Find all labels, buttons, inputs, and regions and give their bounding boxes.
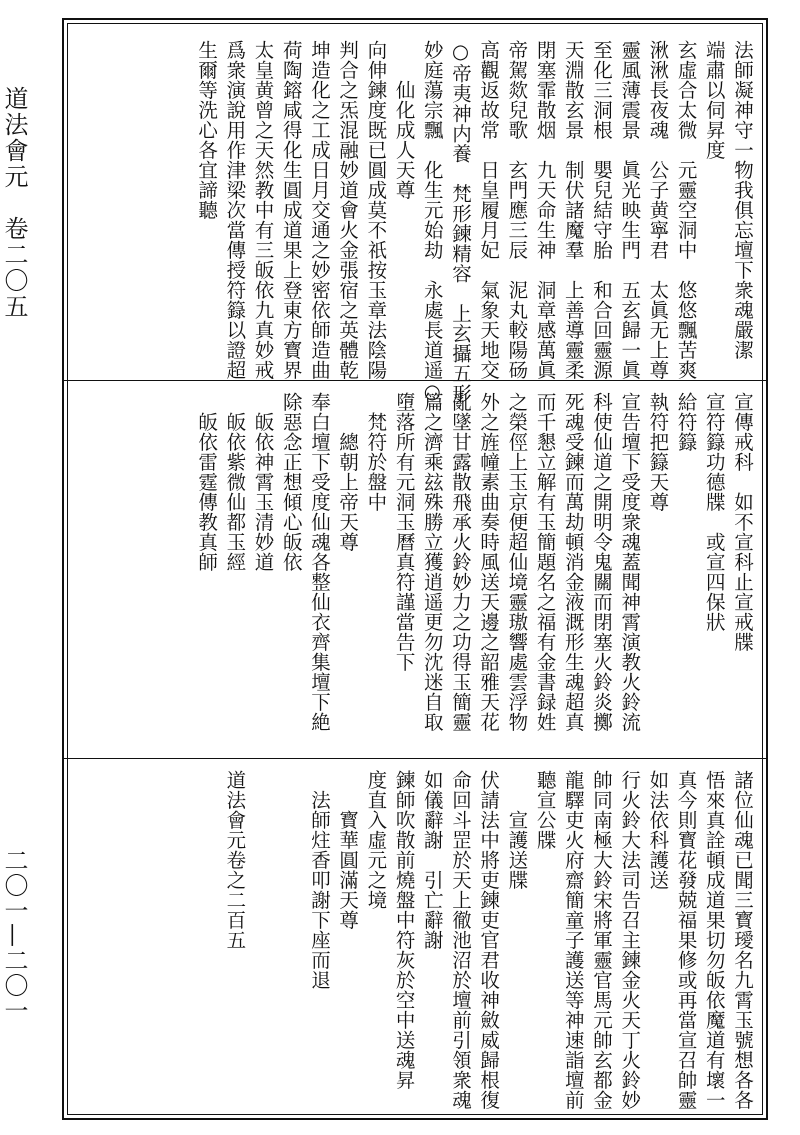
text-column: 篇之濟乘玆殊勝立獲逍遥更勿沈迷自取 <box>420 392 444 732</box>
text-block-middle <box>192 392 756 750</box>
text-column: 諸位仙魂已聞三寳璦名九霄玉號想各各 <box>731 770 754 1110</box>
text-block-top <box>192 40 756 404</box>
text-column: 梵符於盤中 <box>364 392 388 512</box>
text-column: 天淵散玄景 制伏諸魔羣 上善導靈柔 <box>561 40 585 380</box>
text-column: 閉塞霏散烟 九天命生神 洞章感萬眞 <box>533 40 557 380</box>
text-column: 聽宣公牒 <box>533 770 557 850</box>
text-column: 皈依雷霆傳教真師 <box>195 392 219 572</box>
text-column: 太皇黄曾之天然教中有三皈依九真妙戒 <box>251 40 275 380</box>
text-column: 法師炷香叩謝下座而退 <box>307 770 331 990</box>
text-column: 爲衆演說用作津梁次當傳授符籙以證超 <box>223 40 247 380</box>
text-column: 度直入虛元之境 <box>364 770 388 910</box>
text-column: 道法會元卷之二百五 <box>223 770 247 950</box>
text-column: 宣護送牒 <box>505 770 529 890</box>
text-column: 悟來真詮頓成道果切勿皈依魔道有壞一 <box>702 770 726 1110</box>
margin-page-number: 二〇一—二〇一 <box>0 848 28 1023</box>
text-column: 宣符籙功德牒 或宣四保狀 <box>702 392 726 632</box>
text-column: 行火鈴大法司告召主鍊金火天丁火鈴妙 <box>618 770 642 1110</box>
margin-title: 道法會元 卷二〇五 <box>0 86 28 320</box>
text-column: 向伸鍊度既已圓成莫不祇按玉章法陰陽 <box>364 40 388 380</box>
text-column: 妙庭蕩宗飄 化生元始劫 永處長道遥○ <box>420 40 444 404</box>
text-column: 玄虛合太微 元靈空洞中 悠悠飄苦爽 <box>674 40 698 380</box>
text-column: 仙化成人天尊 <box>392 40 416 200</box>
text-column: 坤造化之工成日月交通之妙密依師造曲 <box>307 40 331 380</box>
text-column: 給符籙 <box>674 392 698 452</box>
section-divider <box>62 758 768 759</box>
text-column: ○帝夷神内養 梵形鍊精容 上玄攝五形 <box>448 40 472 404</box>
text-column: 奉白壇下受度仙魂各整仙衣齊集壇下絶 <box>307 392 331 732</box>
text-column: 總朝上帝天尊 <box>336 392 360 552</box>
text-column: 皈依紫微仙都玉經 <box>223 392 247 572</box>
text-column: 外之旌幢素曲奏時風送天邊之韶雅天花 <box>477 392 501 732</box>
text-column: 除惡念正想傾心皈依 <box>279 392 303 572</box>
text-column: 帥同南極大鈴宋將軍靈官馬元帥玄都金 <box>589 770 613 1110</box>
text-column: 命回斗罡於天上徹池沼於壇前引領衆魂 <box>448 770 472 1110</box>
text-column: 之榮俓上玉京便超仙境靈璈響處雲浮物 <box>505 392 529 732</box>
text-column: 墮落所有元洞玉曆真符謹當告下 <box>392 392 416 672</box>
text-column: 如法依科護送 <box>646 770 670 890</box>
text-column: 寳華圓滿天尊 <box>336 770 360 930</box>
text-column: 科使仙道之開明令鬼關而閉塞火鈴炎擲 <box>589 392 613 732</box>
text-column: 帝駕欻兒歌 玄門應三辰 泥丸較陽砀 <box>505 40 529 380</box>
text-column: 荷陶鎔咸得化生圓成道果上登東方寳界 <box>279 40 303 380</box>
text-column: 端肅以伺昇度 <box>702 40 726 160</box>
text-column: 高觀返故常 日皇履月妃 氣象天地交 <box>477 40 501 380</box>
text-column: 法師凝神守一物我俱忘壇下衆魂嚴潔 <box>731 40 754 360</box>
text-column: 判合之炁混融妙道會火金張宿之英體乾 <box>336 40 360 380</box>
text-column: 靈風薄震景 眞光映生門 五玄歸一眞 <box>618 40 642 380</box>
text-column: 而千懇立解有玉簡題名之福有金書録姓 <box>533 392 557 732</box>
text-column: 湫湫長夜魂 公子黄寧君 太眞无上尊 <box>646 40 670 380</box>
text-column: 皈依神霄玉清妙道 <box>251 392 275 572</box>
text-column: 死魂受鍊而萬劫頓消金液溉形生魂超真 <box>561 392 585 732</box>
text-column: 宣傳戒科 如不宣科止宣戒牒 <box>731 392 754 652</box>
text-column: 執符把籙天尊 <box>646 392 670 512</box>
text-column: 伏請法中將吏鍊吏官君收神斂威歸根復 <box>477 770 501 1110</box>
text-column: 鍊師吹散前燒盤中符灰於空中送魂昇 <box>392 770 416 1090</box>
text-column: 如儀辭謝 引亡辭謝 <box>420 770 444 950</box>
text-column: 至化三洞根 嬰兒結守胎 和合回靈源 <box>589 40 613 380</box>
section-divider <box>62 380 768 381</box>
text-column: 宣告壇下受度衆魂蓋聞神霄演教火鈴流 <box>618 392 642 732</box>
text-column: 亂墜甘露散飛承火鈴妙力之功得玉簡靈 <box>448 392 472 732</box>
text-column: 生爾等洗心各宜諦聽 <box>195 40 219 220</box>
text-column: 真今則寳花發兢福果修或再當宣召帥靈 <box>674 770 698 1110</box>
text-column: 龍驛吏火府齋簡童子護送等神速詣壇前 <box>561 770 585 1110</box>
text-block-bottom <box>220 770 756 1115</box>
